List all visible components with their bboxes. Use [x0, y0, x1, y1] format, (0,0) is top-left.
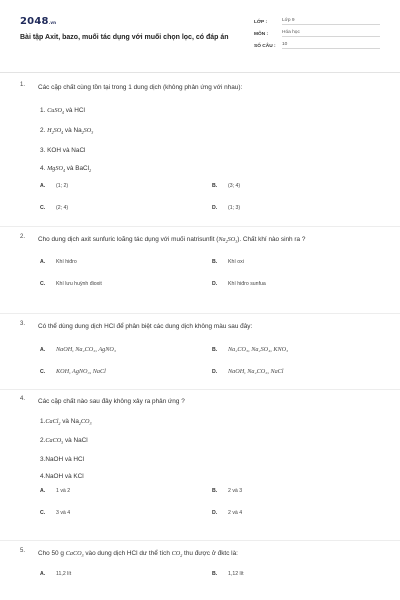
meta-value: Hóa học: [282, 30, 380, 37]
option-c[interactable]: C. 3 và 4: [40, 510, 71, 517]
meta-subject-row: [254, 28, 380, 37]
meta-class-row: [254, 16, 380, 25]
option-b[interactable]: B. 1,12 lít: [212, 571, 244, 578]
page-title: Bài tập Axit, bazo, muối tác dụng với muối chọn lọc, có đáp án: [20, 34, 229, 41]
answer-options: [40, 259, 380, 288]
question-text: Cho 50 g CaCO$_3$ vào dung dịch HCl dư thể tích $CO_2$ thu được ở đktc là:: [38, 550, 238, 559]
meta-info: [254, 16, 380, 52]
option-a[interactable]: A. (1; 2): [40, 182, 69, 189]
statement-1: 1. CuSO$_4$ và HCl: [40, 107, 85, 116]
option-c[interactable]: C. Khí lưu huỳnh đioxit: [40, 281, 102, 288]
answer-options: [40, 346, 380, 375]
option-b[interactable]: B. Khí oxi: [212, 259, 244, 266]
answer-options: [40, 571, 380, 593]
option-c[interactable]: C. KOH, AgNO₃, NaCl: [40, 368, 106, 375]
statement-4: 4.NaOH và KCl: [40, 473, 84, 481]
option-b[interactable]: B. (3; 4): [212, 182, 241, 189]
question-2: [20, 234, 380, 288]
question-divider: [0, 389, 400, 390]
meta-value: Lớp 9: [282, 18, 380, 25]
question-divider: [0, 540, 400, 541]
option-d[interactable]: D. 2 và 4: [212, 510, 243, 517]
option-d[interactable]: D. (1; 3): [212, 204, 241, 211]
question-number: 5.: [20, 548, 26, 554]
answer-options: [40, 182, 380, 211]
statement-3: 3. KOH và NaCl: [40, 147, 86, 155]
header-divider: [0, 72, 400, 73]
document-header: [0, 0, 400, 72]
meta-label: MÔN :: [254, 32, 269, 37]
statement-4: 4. MgSO$_4$ và BaCl$_2$: [40, 165, 92, 174]
question-5: [20, 548, 380, 593]
statement-1: 1.CaCl$_2$ và $Na_2CO_3$: [40, 418, 92, 427]
option-a[interactable]: A. NaOH, Na₂CO₃, AgNO₃: [40, 346, 116, 353]
option-a[interactable]: A. 11,2 lít: [40, 571, 72, 578]
question-3: [20, 321, 380, 375]
statement-2: 2.CaCO$_3$ và NaCl: [40, 437, 88, 446]
option-d[interactable]: D. Khí hiđro sunfua: [212, 281, 266, 288]
option-c[interactable]: C. (2; 4): [40, 204, 69, 211]
answer-options: [40, 488, 380, 517]
statement-3: 3.NaOH và HCl: [40, 456, 85, 464]
question-text: Cho dung dịch axit sunfuric loãng tác dụng với muối natrisunfit $(Na_2SO_3)$. Chất khí nào sinh ra ?: [38, 236, 306, 245]
question-text: Có thể dùng dung dịch HCl để phân biệt các dung dịch không màu sau đây:: [38, 323, 253, 330]
question-number: 1.: [20, 82, 26, 88]
statement-2: 2. $H_2SO_4$ và $Na_2SO_3$: [40, 127, 94, 136]
option-d[interactable]: D. NaOH, Na₂CO₃, NaCl: [212, 368, 284, 375]
question-number: 3.: [20, 321, 26, 327]
meta-label: LỚP :: [254, 20, 268, 25]
question-1: [20, 82, 380, 211]
question-text: Các cặp chất nào sau đây không xảy ra phản ứng ?: [38, 398, 185, 405]
site-logo[interactable]: 2048.vn: [20, 16, 57, 27]
question-divider: [0, 226, 400, 227]
meta-count-row: [254, 40, 380, 49]
option-a[interactable]: A. Khí hiđro: [40, 259, 77, 266]
question-text: Các cặp chất cùng tồn tại trong 1 dung dịch (không phản ứng với nhau):: [38, 84, 243, 91]
question-number: 4.: [20, 396, 26, 402]
question-number: 2.: [20, 234, 26, 240]
meta-value: 10: [282, 42, 380, 49]
option-b[interactable]: B. Na₂CO₃, Na₂SO₄, KNO₃: [212, 346, 289, 353]
question-4: [20, 396, 380, 517]
meta-label: SỐ CÂU :: [254, 44, 276, 49]
option-a[interactable]: A. 1 và 2: [40, 488, 71, 495]
question-divider: [0, 313, 400, 314]
option-b[interactable]: B. 2 và 3: [212, 488, 243, 495]
